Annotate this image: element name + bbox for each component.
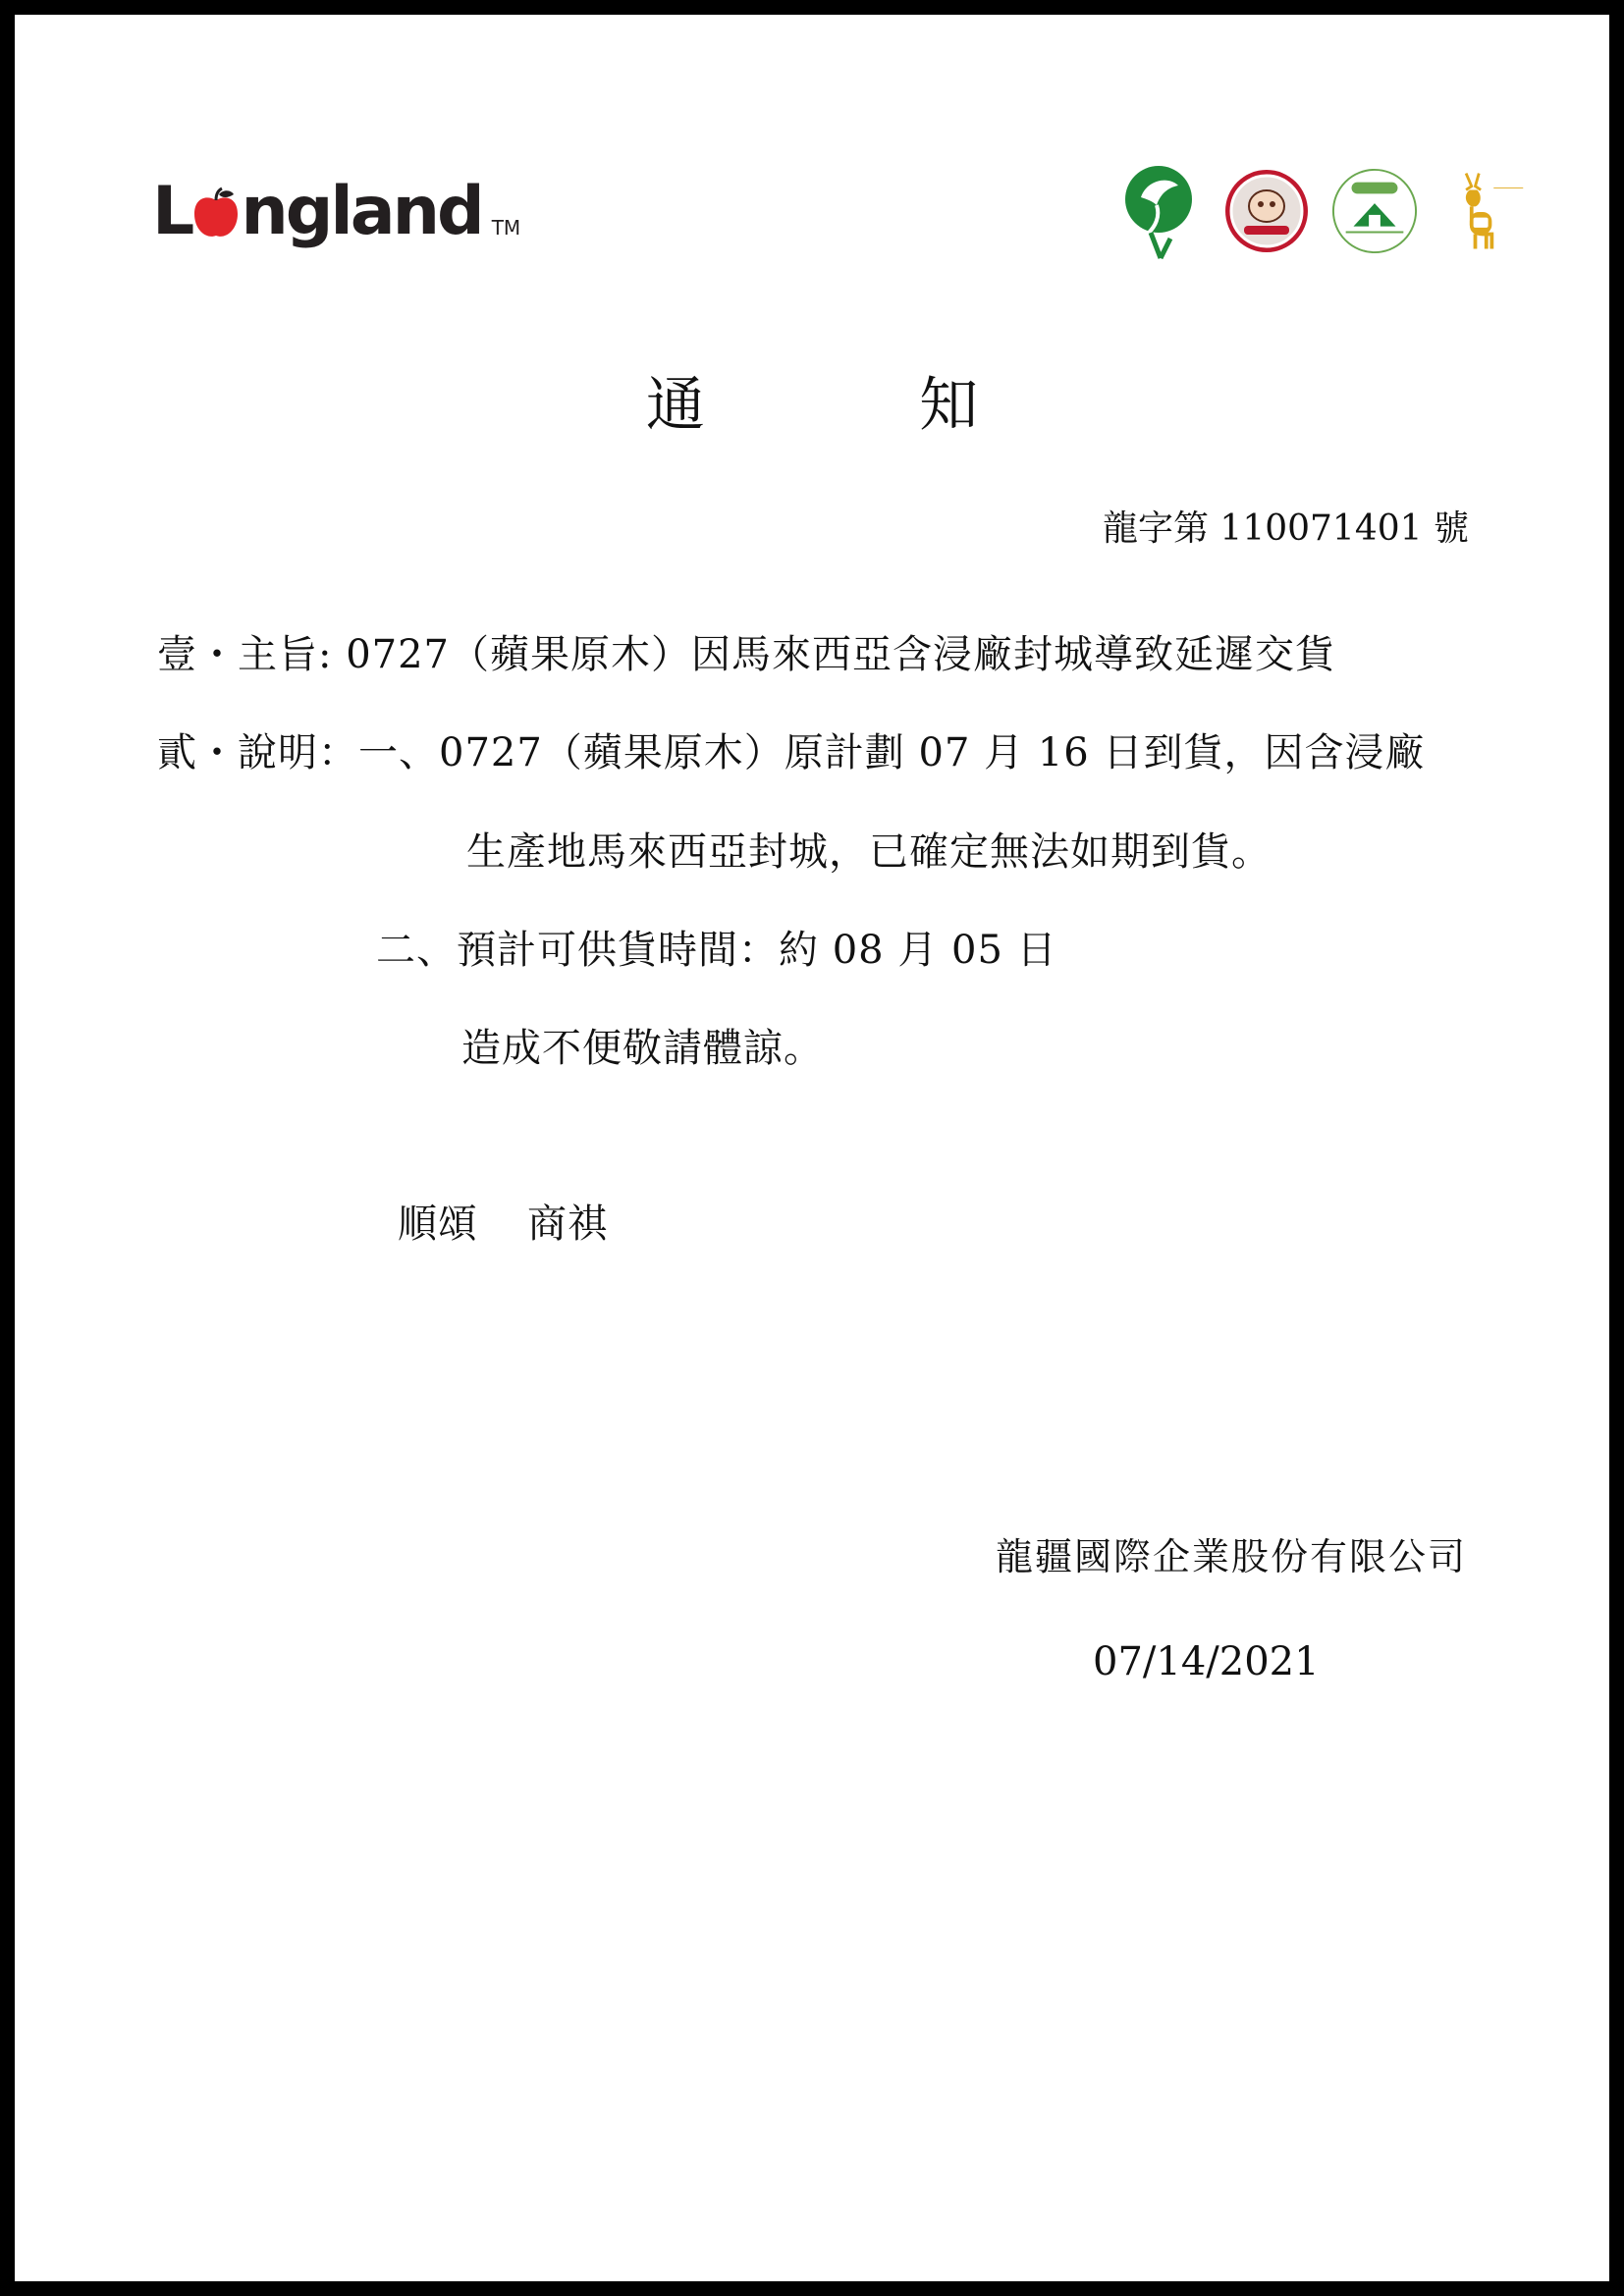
eo-deer-icon — [1438, 162, 1527, 260]
longland-logo — [152, 167, 521, 250]
trademark-mark: TM — [491, 216, 521, 240]
document-date: 07/14/2021 — [1093, 1639, 1320, 1684]
document-number: 龍字第 110071401 號 — [1102, 508, 1469, 549]
apology-line: 造成不便敬請體諒。 — [461, 1026, 824, 1071]
closing-left: 順頌 — [398, 1201, 478, 1247]
title-right: 知 — [919, 371, 979, 440]
closing-right: 商祺 — [527, 1201, 608, 1247]
green-mark-icon — [1114, 162, 1203, 260]
apple-icon — [192, 187, 240, 241]
logo-text: ngland — [241, 173, 482, 250]
closing-line — [398, 1193, 608, 1249]
logo-letter-l: L — [152, 173, 192, 250]
explanation-line-1: 貳・說明：一、0727（蘋果原木）原計劃 07 月 16 日到貨，因含浸廠 — [157, 730, 1426, 775]
certification-marks — [1114, 162, 1527, 260]
antibacterial-badge-icon — [1222, 162, 1311, 260]
page-title — [0, 358, 1624, 443]
company-name: 龍疆國際企業股份有限公司 — [995, 1535, 1467, 1578]
title-left: 通 — [645, 371, 705, 440]
explanation-line-2: 生產地馬來西亞封城，已確定無法如期到貨。 — [466, 829, 1272, 875]
green-building-material-icon — [1330, 162, 1419, 260]
explanation-line-3: 二、預計可供貨時間：約 08 月 05 日 — [376, 928, 1057, 973]
subject-line: 壹・主旨: 0727（蘋果原木）因馬來西亞含浸廠封城導致延遲交貨 — [157, 632, 1335, 677]
